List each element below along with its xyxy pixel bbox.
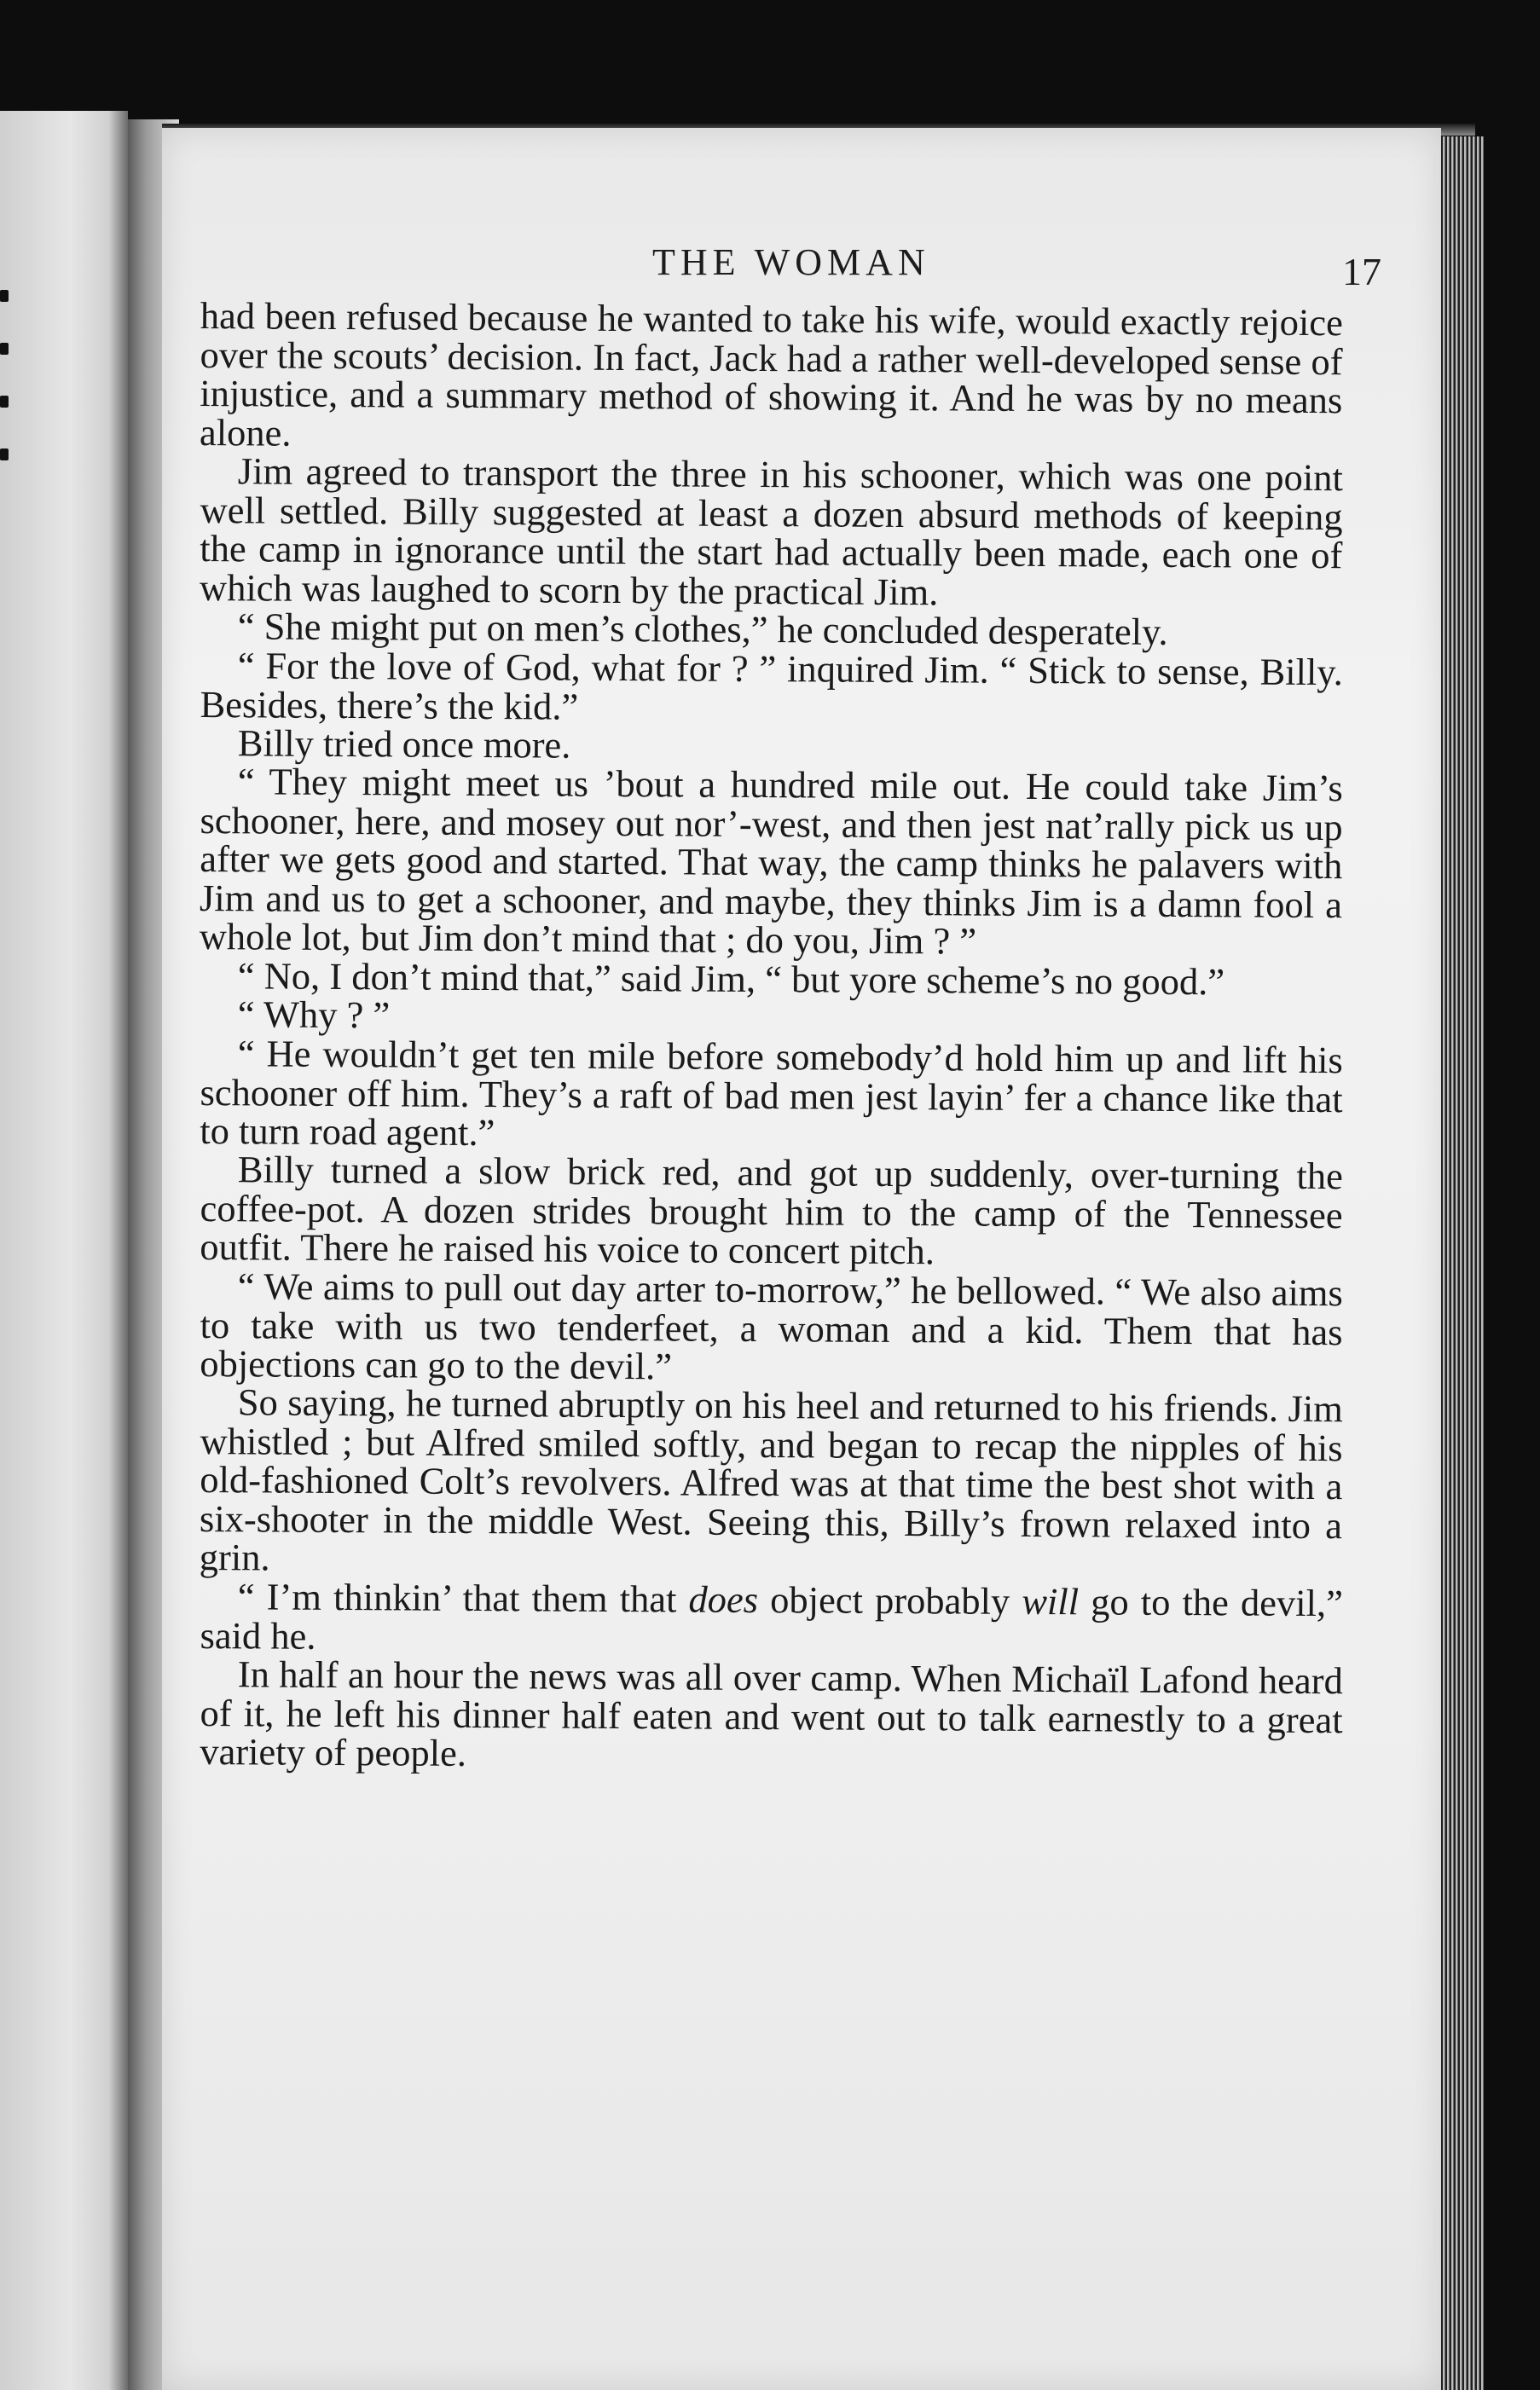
- paragraph: [200, 1264, 1343, 1391]
- paragraph-text: Billy tried once more.: [237, 720, 571, 767]
- page-number: 17: [1342, 250, 1381, 293]
- paragraph-text: Jim agreed to transport the three in his schooner, which was one point well settled. Billy suggested at least a dozen absurd methods of keeping the camp in ignorance until the start had actually been made, each one of which was laughed to scorn by the practical Jim.: [199, 449, 1343, 613]
- paragraph: [200, 1574, 1344, 1662]
- italic-word: will: [1022, 1579, 1080, 1623]
- paragraph-text: “ We aims to pull out day arter to-morrow,” he bellowed. “ We also aims to take with us two tenderfeet, a woman and a kid. Them that has objections can go to the devil.”: [200, 1264, 1343, 1387]
- paragraph-text: “ I’m thinkin’ that them that: [237, 1574, 689, 1620]
- paragraph-text: So saying, he turned abruptly on his heel and returned to his friends. Jim whistled ; but Alfred smiled softly, and began to recap the nipples of his old-fashioned Colt’s revolvers. Alfred was at that time the best shot with a six-shooter in the middle West. Seeing this, Billy’s frown relaxed into a grin.: [199, 1380, 1343, 1579]
- text-fragment-mark: [0, 396, 9, 408]
- text-fragment-mark: [0, 290, 9, 302]
- paragraph-text: “ They might meet us ’bout a hundred mile out. He could take Jim’s schooner, here, and mosey out nor’-west, and then jest nat’rally pick us up after we gets good and started. That way, the camp thinks he palavers with Jim and us to get a schooner, and maybe, they thinks Jim is a damn fool a whole lot, but Jim don’t mind that ; do you, Jim ? ”: [199, 760, 1343, 963]
- paragraph-text: object probably: [757, 1577, 1022, 1623]
- facing-page-edge: [0, 111, 128, 2390]
- facing-page-text-fragments: [0, 290, 10, 512]
- text-fragment-mark: [0, 343, 9, 355]
- paragraph-text: In half an hour the news was all over camp. When Michaïl Lafond heard of it, he left his dinner half eaten and went out to talk earnestly to a great variety of people.: [200, 1652, 1343, 1774]
- paragraph-text: Billy turned a slow brick red, and got up suddenly, over-turning the coffee-pot. A dozen strides brought him to the camp of the Tennessee outfit. There he raised his voice to concert pitch.: [200, 1148, 1343, 1273]
- paragraph: [199, 449, 1343, 614]
- body-text: [199, 294, 1344, 1774]
- running-head: [162, 240, 1441, 292]
- paragraph-text: “ Why ? ”: [237, 992, 391, 1037]
- paragraph-text: “ She might put on men’s clothes,” he concluded desperately.: [237, 605, 1168, 653]
- paragraph: [200, 1150, 1343, 1274]
- paragraph: [199, 294, 1343, 459]
- paragraph: [200, 1031, 1343, 1158]
- page-stack-edges: [1441, 136, 1484, 2390]
- paragraph-text: “ For the love of God, what for ? ” inquired Jim. “ Stick to sense, Billy. Besides, there’s the kid.”: [200, 643, 1343, 727]
- paragraph-text: “ No, I don’t mind that,” said Jim, “ but yore scheme’s no good.”: [237, 953, 1225, 1003]
- paragraph-text: had been refused because he wanted to take his wife, would exactly rejoice over the scouts’ decision. In fact, Jack had a rather well-developed sense of injustice, and a summary method of showing it. And he was by no means alone.: [199, 294, 1343, 454]
- paragraph-text: “ He wouldn’t get ten mile before somebody’d hold him up and lift his schooner off him. They’s a raft of bad men jest layin’ fer a chance like that to turn road agent.”: [200, 1031, 1343, 1154]
- paragraph: [200, 762, 1343, 964]
- text-fragment-mark: [0, 448, 9, 460]
- paragraph: [200, 1652, 1343, 1779]
- paragraph: [200, 643, 1343, 731]
- running-head-title: THE WOMAN: [652, 241, 930, 283]
- paragraph-text: go to the devil,” said he.: [200, 1579, 1344, 1657]
- italic-word: does: [688, 1577, 759, 1621]
- paragraph: [199, 1380, 1343, 1584]
